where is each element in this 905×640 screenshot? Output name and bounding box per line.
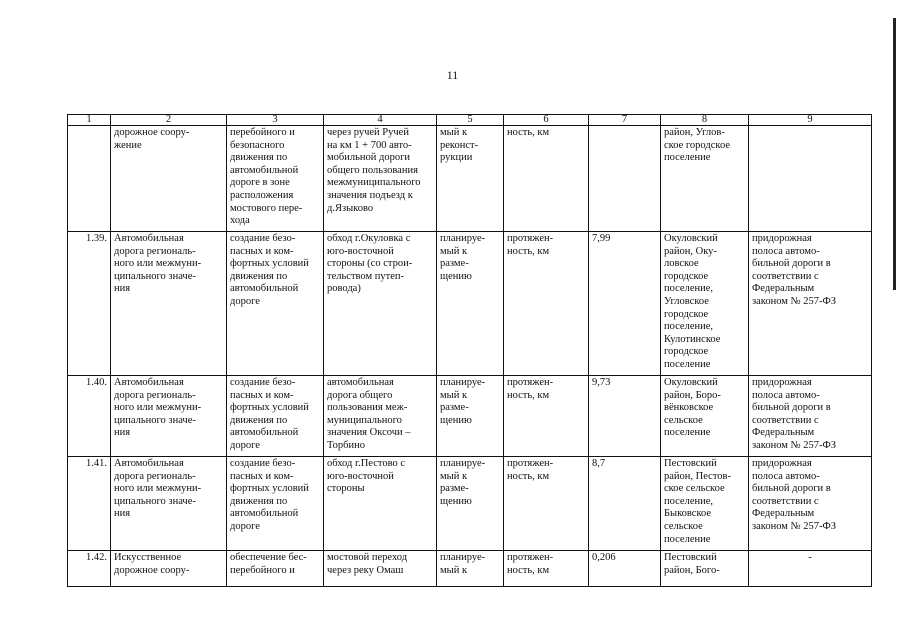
- value-cell: 7,99: [589, 232, 661, 376]
- status-cell: планируе- мый к разме- щению: [437, 457, 504, 551]
- table-row: [68, 551, 872, 587]
- status-cell: планируе- мый к: [437, 551, 504, 587]
- column-number: 2: [111, 115, 227, 126]
- district-cell: Окуловский район, Боро- вёнковское сельское поселение: [661, 376, 749, 457]
- table-row: [68, 457, 872, 551]
- purpose-cell: создание безо- пасных и ком- фортных условий движения по автомобильной дороге: [227, 457, 324, 551]
- column-number: 3: [227, 115, 324, 126]
- zone-cell: -: [749, 551, 872, 587]
- purpose-cell: создание безо- пасных и ком- фортных условий движения по автомобильной дороге: [227, 232, 324, 376]
- value-cell: [589, 126, 661, 232]
- zone-cell: придорожная полоса автомо- бильной дороги в соответствии с Федеральным законом № 257-ФЗ: [749, 457, 872, 551]
- purpose-cell: обеспечение бес- перебойного и: [227, 551, 324, 587]
- district-cell: Пестовский район, Пестов- ское сельское поселение, Быковское сельское поселение: [661, 457, 749, 551]
- district-cell: район, Углов- ское городское поселение: [661, 126, 749, 232]
- measure-cell: протяжен- ность, км: [504, 376, 589, 457]
- table-row: [68, 232, 872, 376]
- column-number: 8: [661, 115, 749, 126]
- column-number: 9: [749, 115, 872, 126]
- column-number: 7: [589, 115, 661, 126]
- object-type-cell: Автомобильная дорога региональ- ного или межмуни- ципального значе- ния: [111, 232, 227, 376]
- status-cell: планируе- мый к разме- щению: [437, 232, 504, 376]
- row-number: 1.40.: [68, 376, 111, 457]
- district-cell: Окуловский район, Оку- ловское городское поселение, Угловское городское поселение, Кулотинское городское поселение: [661, 232, 749, 376]
- table-row: [68, 126, 872, 232]
- status-cell: мый к реконст- рукции: [437, 126, 504, 232]
- district-cell: Пестовский район, Бого-: [661, 551, 749, 587]
- location-cell: обход г.Пестово с юго-восточной стороны: [324, 457, 437, 551]
- measure-cell: протяжен- ность, км: [504, 551, 589, 587]
- measure-cell: протяжен- ность, км: [504, 457, 589, 551]
- object-type-cell: Автомобильная дорога региональ- ного или межмуни- ципального значе- ния: [111, 457, 227, 551]
- object-type-cell: Искусственное дорожное соору-: [111, 551, 227, 587]
- value-cell: 9,73: [589, 376, 661, 457]
- column-number: 5: [437, 115, 504, 126]
- page-number: 11: [446, 68, 459, 82]
- value-cell: 8,7: [589, 457, 661, 551]
- value-cell: 0,206: [589, 551, 661, 587]
- location-cell: обход г.Окуловка с юго-восточной стороны (со строи- тельством путеп- ровода): [324, 232, 437, 376]
- table-header-row: [68, 115, 872, 126]
- planning-table: [67, 114, 872, 587]
- location-cell: мостовой переход через реку Омаш: [324, 551, 437, 587]
- column-number: 6: [504, 115, 589, 126]
- purpose-cell: перебойного и безопасного движения по автомобильной дороге в зоне расположения мостового пере- хода: [227, 126, 324, 232]
- zone-cell: придорожная полоса автомо- бильной дороги в соответствии с Федеральным законом № 257-ФЗ: [749, 376, 872, 457]
- purpose-cell: создание безо- пасных и ком- фортных условий движения по автомобильной дороге: [227, 376, 324, 457]
- status-cell: планируе- мый к разме- щению: [437, 376, 504, 457]
- table-row: [68, 376, 872, 457]
- row-number: 1.39.: [68, 232, 111, 376]
- measure-cell: ность, км: [504, 126, 589, 232]
- column-number: 1: [68, 115, 111, 126]
- location-cell: автомобильная дорога общего пользования меж- муниципального значения Оксочи – Торбино: [324, 376, 437, 457]
- row-number: [68, 126, 111, 232]
- location-cell: через ручей Ручей на км 1 + 700 авто- мобильной дороги общего пользования межмуниципального значения подъезд к д.Языково: [324, 126, 437, 232]
- column-number: 4: [324, 115, 437, 126]
- zone-cell: придорожная полоса автомо- бильной дороги в соответствии с Федеральным законом № 257-ФЗ: [749, 232, 872, 376]
- object-type-cell: дорожное соору- жение: [111, 126, 227, 232]
- row-number: 1.42.: [68, 551, 111, 587]
- zone-cell: [749, 126, 872, 232]
- measure-cell: протяжен- ность, км: [504, 232, 589, 376]
- object-type-cell: Автомобильная дорога региональ- ного или межмуни- ципального значе- ния: [111, 376, 227, 457]
- row-number: 1.41.: [68, 457, 111, 551]
- page-edge-line: [893, 18, 896, 290]
